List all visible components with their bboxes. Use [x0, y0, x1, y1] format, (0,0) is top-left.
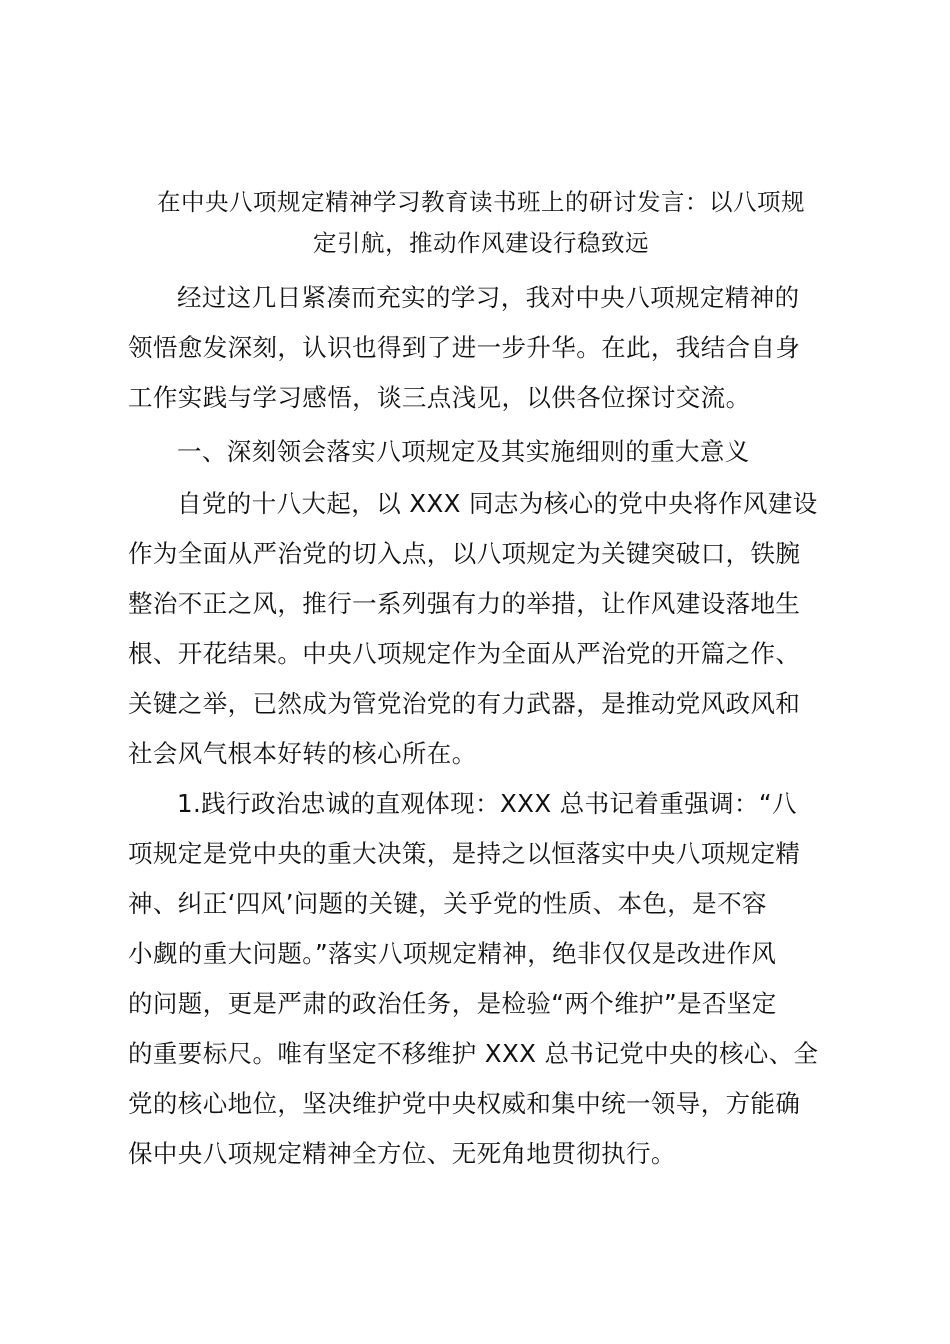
text-line: 领悟愈发深刻，认识也得到了进一步升华。在此，我结合自身	[128, 333, 801, 362]
text-line: 1.践行政治忠诚的直观体现：XXX 总书记着重强调：“八	[177, 789, 797, 818]
numbered-paragraph	[128, 779, 834, 1179]
title-line: 在中央八项规定精神学习教育读书班上的研讨发言：以八项规	[157, 188, 805, 216]
text-line: 关键之举，已然成为管党治党的有力武器，是推动党风政风和	[128, 689, 801, 718]
intro-paragraph	[128, 273, 834, 423]
section-heading	[128, 427, 834, 477]
text-line: 的重要标尺。唯有坚定不移维护 XXX 总书记党中央的核心、全	[128, 1039, 819, 1068]
text-line: 一、深刻领会落实八项规定及其实施细则的重大意义	[177, 437, 750, 466]
text-line: 社会风气根本好转的核心所在。	[128, 739, 477, 768]
text-line: 神、纠正‘四风’问题的关键，关乎党的性质、本色，是不容	[128, 889, 767, 918]
text-line: 工作实践与学习感悟，谈三点浅见，以供各位探讨交流。	[128, 383, 751, 412]
body-paragraph	[128, 479, 834, 779]
text-line: 党的核心地位，坚决维护党中央权威和集中统一领导，方能确	[128, 1089, 801, 1118]
text-line: 经过这几日紧凑而充实的学习，我对中央八项规定精神的	[177, 283, 800, 312]
text-line: 保中央八项规定精神全方位、无死角地贯彻执行。	[128, 1139, 676, 1168]
text-line: 的问题，更是严肃的政治任务，是检验“两个维护”是否坚定	[128, 989, 777, 1018]
title-line: 定引航，推动作风建设行稳致远	[313, 229, 649, 257]
text-line: 作为全面从严治党的切入点，以八项规定为关键突破口，铁腕	[128, 539, 801, 568]
text-line: 项规定是党中央的重大决策，是持之以恒落实中央八项规定精	[128, 839, 801, 868]
document-body	[128, 182, 834, 1179]
text-line: 自党的十八大起，以 XXX 同志为核心的党中央将作风建设	[177, 489, 818, 518]
text-line: 根、开花结果。中央八项规定作为全面从严治党的开篇之作、	[128, 639, 801, 668]
text-line: 小觑的重大问题。”落实八项规定精神，绝非仅仅是改进作风	[128, 939, 777, 968]
text-line: 整治不正之风，推行一系列强有力的举措，让作风建设落地生	[128, 589, 801, 618]
document-title	[128, 182, 834, 264]
